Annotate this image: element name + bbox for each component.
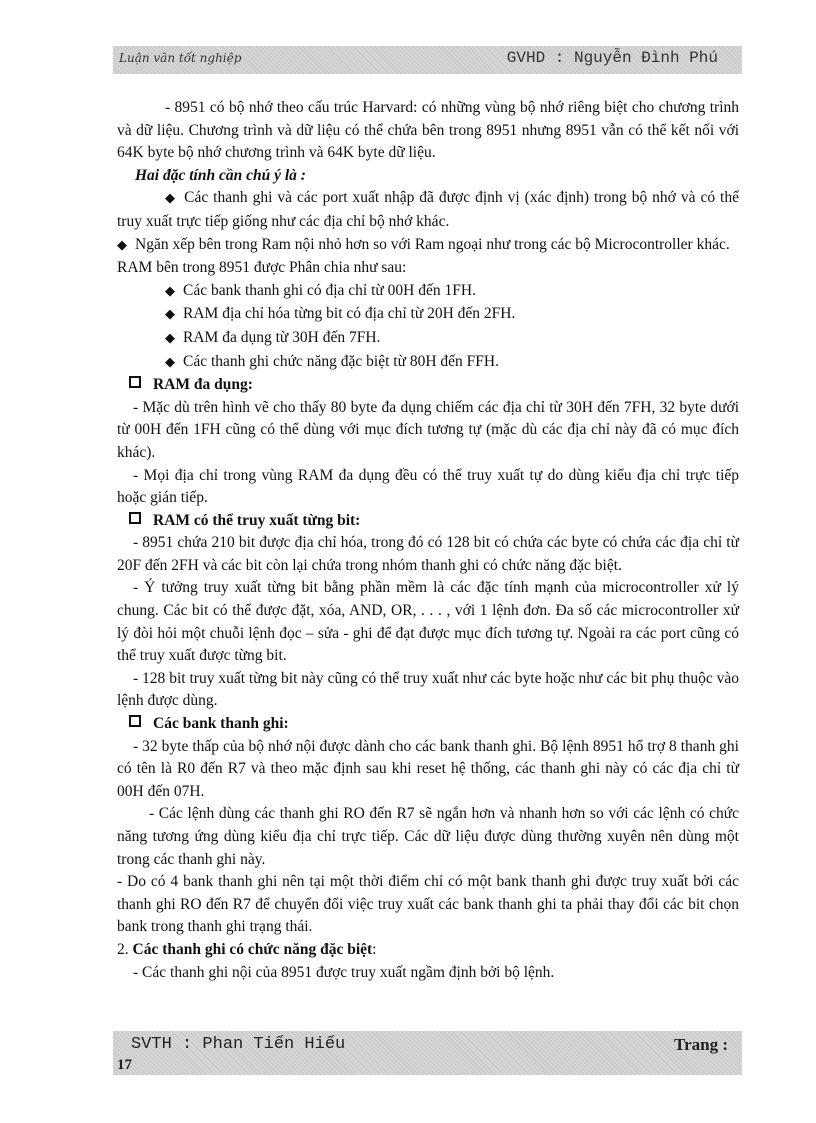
diamond-bullet-icon: ◆	[165, 307, 175, 323]
footer-student: SVTH : Phan Tiến Hiếu	[131, 1035, 346, 1054]
intro-paragraph: - 8951 có bộ nhớ theo cấu trúc Harvard: có những vùng bộ nhớ riêng biệt cho chương trình và dữ liệu. Chương trình và dữ liệu có thể chứa bên trong 8951 nhưng 8951 vẫn có thể kết nối với 64K byte bộ nhớ chương trình và 64K byte dữ liệu.	[117, 99, 739, 162]
footer-page-number: 17	[117, 1057, 132, 1073]
bit-ram-paragraph-1: - 8951 chứa 210 bit được địa chỉ hóa, trong đó có 128 bit có chứa các byte có chứa các địa chỉ từ 20F đến 2FH và các bit còn lại chứa trong nhóm thanh ghi có chức năng đặc biệt.	[117, 534, 739, 574]
diamond-bullet-icon: ◆	[117, 237, 127, 253]
page-footer	[113, 1031, 742, 1075]
section-title: Các thanh ghi có chức năng đặc biệt	[132, 940, 373, 958]
diamond-bullet-icon: ◆	[165, 283, 175, 299]
general-ram-paragraph-2: - Mọi địa chỉ trong vùng RAM đa dụng đều có thể truy xuất tự do dùng kiểu địa chỉ trực tiếp hoặc gián tiếp.	[117, 466, 739, 507]
ram-division-item-1: ◆ Các bank thanh ghi có địa chỉ từ 00H đến 1FH.	[165, 281, 476, 299]
section-heading-bit-addressable-ram: RAM có thể truy xuất từng bit:	[117, 510, 739, 533]
register-banks-paragraph-1: - 32 byte thấp của bộ nhớ nội được dành cho các bank thanh ghi. Bộ lệnh 8951 hổ trợ 8 thanh ghi có tên là R0 đến R7 và theo mặc định sau khi reset hệ thống, các thanh ghi này có các địa chỉ từ 00H đến 07H.	[117, 737, 739, 800]
section-heading-register-banks: Các bank thanh ghi:	[117, 713, 739, 736]
general-ram-paragraph-1: - Mặc dù trên hình vẽ cho thấy 80 byte đa dụng chiếm các địa chỉ từ 30H đến 7FH, 32 byte dưới từ 00H đến 1FH cũng có thể dùng với mục đích tương tự (mặc dù các địa chỉ này đã có mục đích khác).	[117, 398, 739, 461]
diamond-bullet-icon: ◆	[165, 354, 175, 370]
register-banks-paragraph-2: - Các lệnh dùng các thanh ghi RO đến R7 sẽ ngắn hơn và nhanh hơn so với các lệnh có chức năng tương ứng dùng kiểu địa chỉ trực tiếp. Các dữ liệu được dùng thường xuyên nên dùng một trong các thanh ghi này.	[117, 805, 739, 868]
section-number: 2.	[117, 940, 129, 958]
footer-page-label: Trang :	[674, 1035, 728, 1054]
page-header	[113, 46, 742, 74]
checkbox-square-icon	[129, 376, 141, 388]
checkbox-square-icon	[129, 512, 141, 524]
checkbox-square-icon	[129, 715, 141, 727]
note-item-1: ◆ Các thanh ghi và các port xuất nhập đã được định vị (xác định) trong bộ nhớ và có thể truy xuất trực tiếp giống như các địa chỉ bộ nhớ khác.	[117, 189, 739, 230]
ram-division-item-4: ◆ Các thanh ghi chức năng đặc biệt từ 80H đến FFH.	[165, 352, 499, 370]
diamond-bullet-icon: ◆	[165, 191, 177, 207]
ram-division-item-2: ◆ RAM địa chỉ hóa từng bit có địa chỉ từ 20H đến 2FH.	[165, 305, 516, 323]
page-content	[117, 97, 739, 984]
section-colon: :	[372, 940, 377, 958]
ram-division-intro: RAM bên trong 8951 được Phân chia như sau:	[117, 259, 407, 277]
header-advisor: GVHD : Nguyễn Đình Phú	[506, 49, 718, 67]
header-thesis-label: Luận văn tốt nghiệp	[119, 51, 242, 65]
ram-division-item-3: ◆ RAM đa dụng từ 30H đến 7FH.	[165, 328, 381, 346]
notes-heading: Hai đặc tính cần chú ý là :	[135, 166, 306, 184]
section-heading-general-ram: RAM đa dụng:	[117, 374, 739, 397]
note-item-2: ◆ Ngăn xếp bên trong Ram nội nhỏ hơn so với Ram ngoại như trong các bộ Microcontroller khác.	[117, 235, 730, 253]
special-registers-paragraph-1: - Các thanh ghi nội của 8951 được truy xuất ngầm định bởi bộ lệnh.	[133, 963, 555, 981]
bit-ram-paragraph-3: - 128 bit truy xuất từng bit này cũng có thể truy xuất như các byte hoặc như các bit phụ thuộc vào lệnh được dùng.	[117, 669, 739, 710]
register-banks-paragraph-3: - Do có 4 bank thanh ghi nên tại một thời điểm chỉ có một bank thanh ghi được truy xuất bởi các thanh ghi RO đến R7 để chuyển đổi việc truy xuất các bank thanh ghi ta phải thay đổi các bit chọn bank trong thanh ghi trạng thái.	[117, 873, 739, 936]
section-heading-special-registers	[117, 939, 739, 962]
diamond-bullet-icon: ◆	[165, 330, 175, 346]
bit-ram-paragraph-2: - Ý tưởng truy xuất từng bit bằng phần mềm là các đặc tính mạnh của microcontroller xử lý chung. Các bit có thể được đặt, xóa, AND, OR, . . . , với 1 lệnh đơn. Đa số các microcontroller xử lý đòi hỏi một chuỗi lệnh đọc – sửa - ghi để đạt được mục đích tương tự. Ngoài ra các port cũng có thể truy xuất được từng bit.	[117, 579, 739, 665]
